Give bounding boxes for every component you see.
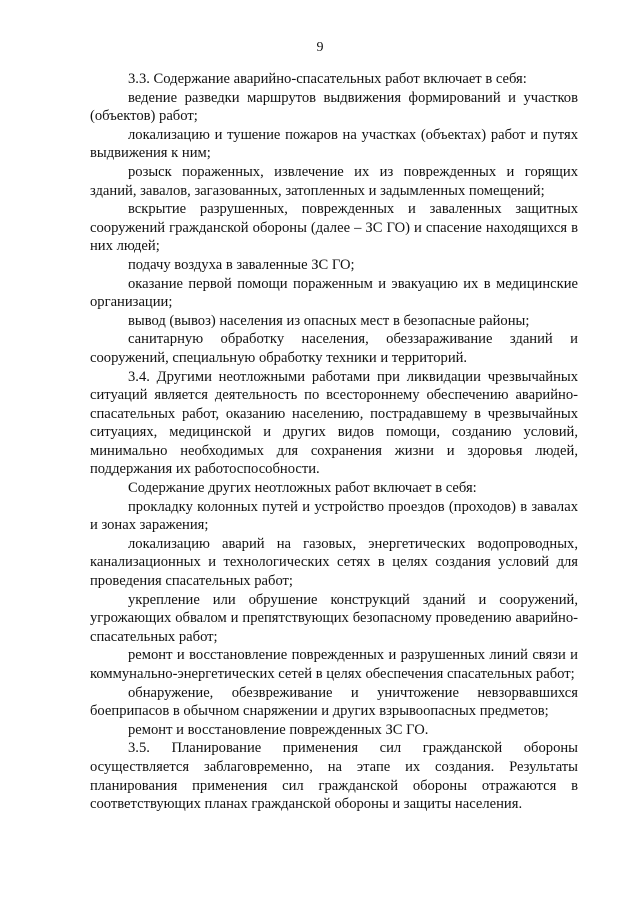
list-item-search-victims: розыск пораженных, извлечение их из поврежденных и горящих зданий, завалов, загазованных, затопленных и задымленных помещений; xyxy=(90,163,578,199)
list-item-firefighting: локализацию и тушение пожаров на участках (объектах) работ и путях выдвижения к ним; xyxy=(90,126,578,162)
list-item-structure-reinforcement: укрепление или обрушение конструкций зданий и сооружений, угрожающих обвалом и препятствующих безопасному проведению аварийно-спасательных работ; xyxy=(90,591,578,645)
list-item-evacuation: вывод (вывоз) населения из опасных мест в безопасные районы; xyxy=(128,312,530,329)
list-item-accident-localization: локализацию аварий на газовых, энергетических водопроводных, канализационных и технологических сетях в целях создания условий для проведения спасательных работ; xyxy=(90,535,578,590)
list-item-air-supply: подачу воздуха в заваленные ЗС ГО; xyxy=(128,256,355,273)
list-item-shelter-repair: ремонт и восстановление поврежденных ЗС ГО. xyxy=(128,721,429,738)
list-item-communications-repair: ремонт и восстановление поврежденных и разрушенных линий связи и коммунально-энергетических сетей в целях обеспечения спасательных работ; xyxy=(90,647,578,682)
list-item-sanitation: санитарную обработку населения, обеззараживание зданий и сооружений, специальную обработку техники и территорий. xyxy=(90,331,578,366)
list-item-reconnaissance: ведение разведки маршрутов выдвижения формирований и участков (объектов) работ; xyxy=(90,89,578,125)
list-item-first-aid: оказание первой помощи пораженным и эвакуацию их в медицинские организации; xyxy=(90,275,578,311)
list-item-open-shelters: вскрытие разрушенных, поврежденных и заваленных защитных сооружений гражданской обороны (далее – ЗС ГО) и спасение находящихся в них людей; xyxy=(90,201,578,255)
page-number: 9 xyxy=(316,40,324,55)
paragraph-other-works-heading: Содержание других неотложных работ включает в себя: xyxy=(128,480,477,497)
paragraph-3-4: 3.4. Другими неотложными работами при ликвидации чрезвычайных ситуаций является деятельность по всестороннему обеспечению аварийно-спасательных работ, оказанию населению, пострадавшему в чрезвычайных ситуациях, медицинской и других видов помощи, созданию условий, минимально необходимых для сохранения жизни и здоровья людей, поддержания их работоспособности. xyxy=(90,368,578,478)
list-item-ordnance-disposal: обнаружение, обезвреживание и уничтожение невзорвавшихся боеприпасов в обычном снаряжении и других взрывоопасных предметов; xyxy=(90,684,578,720)
paragraph-3-3-heading: 3.3. Содержание аварийно-спасательных работ включает в себя: xyxy=(128,71,527,87)
paragraph-3-5: 3.5. Планирование применения сил гражданской обороны осуществляется заблаговременно, на этапе их создания. Результаты планирования применения сил гражданской обороны отражаются в соответствующих планах гражданской обороны и защиты населения. xyxy=(90,740,578,813)
list-item-column-routes: прокладку колонных путей и устройство проездов (проходов) в завалах и зонах заражения; xyxy=(90,498,578,534)
document-body xyxy=(90,70,578,814)
